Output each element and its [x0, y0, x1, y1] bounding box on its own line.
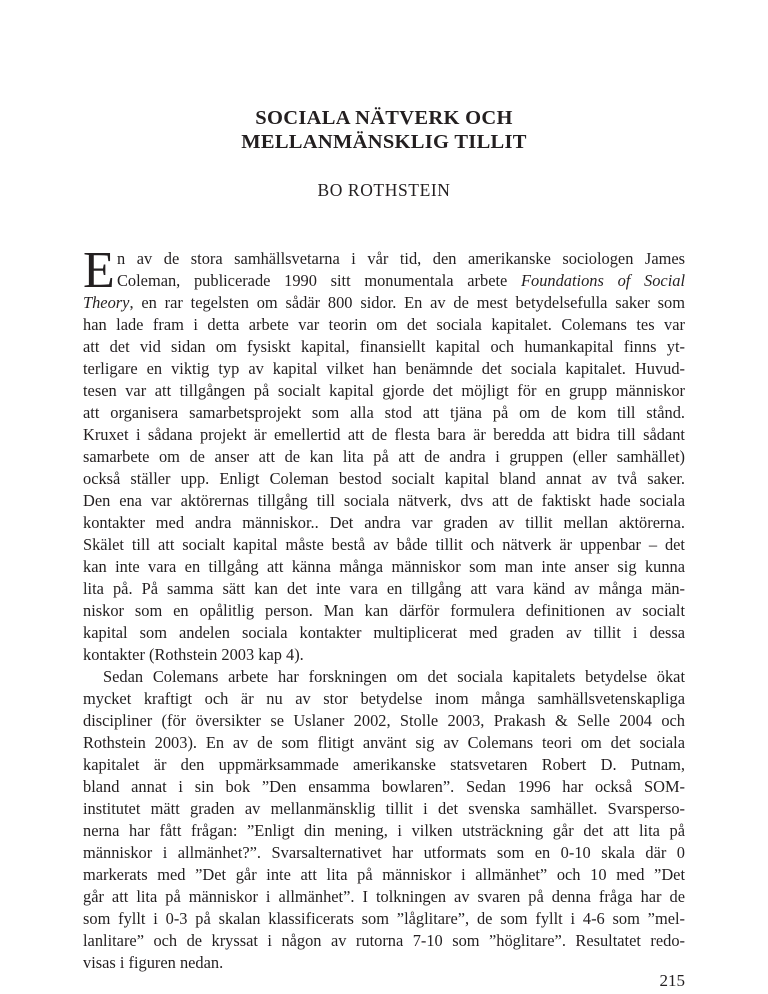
paragraph-2-line: discipliner (för översikter se Uslaner 2002, Stolle 2003, Prakash & Selle 2004 och [83, 711, 685, 730]
paragraph-2-line: mycket kraftigt och är nu av stor betydelse inom många samhällsvetenskapliga [83, 689, 685, 708]
article-title-line-1: SOCIALA NÄTVERK OCH [255, 107, 513, 129]
paragraph-2-line: nerna har fått frågan: ”Enligt din mening, i vilken utsträckning går det att lita på [83, 821, 685, 840]
text-run: Coleman, publicerade 1990 sitt monumentala arbete [117, 271, 522, 290]
paragraph-2-line: som fyllt i 0-3 på skalan klassificerats som ”låglitare”, de som fyllt i 4-6 som ”mel- [83, 909, 685, 928]
paragraph-1-line: att organisera samarbetsprojekt som alla stod att tjäna på om de kom till stånd. [83, 403, 685, 422]
paragraph-1-line: niskor som en opålitlig person. Man kan därför formulera definitionen av socialt [83, 601, 685, 620]
paragraph-2-line: institutet mätt graden av mellanmänsklig tillit i det svenska samhället. Svarsperso- [83, 799, 685, 818]
paragraph-1-line: Kruxet i sådana projekt är emellertid att de flesta bara är beredda att bidra till sådant [83, 425, 685, 444]
paragraph-1-line: Skälet till att socialt kapital måste bestå av både tillit och nätverk är uppenbar – det [83, 535, 685, 554]
paragraph-2-line: Sedan Colemans arbete har forskningen om det sociala kapitalets betydelse ökat [103, 667, 685, 686]
paragraph-1-line: samarbete om de anser att de kan lita på att de andra i gruppen (eller samhället) [83, 447, 685, 466]
paragraph-1-line: tesen var att tillgången på socialt kapital gjorde det möjligt för en grupp människor [83, 381, 685, 400]
paragraph-2-line: människor i allmänhet?”. Svarsalternativet har utformats som en 0-10 skala där 0 [83, 843, 685, 862]
paragraph-1-line: att det vid sidan om fysiskt kapital, finansiellt kapital och humankapital finns yt- [83, 337, 685, 356]
author-name: BO ROTHSTEIN [317, 180, 451, 200]
paragraph-1-line: kan inte vara en tillgång att känna många människor som man inte anser sig kunna [83, 557, 685, 576]
paragraph-1-line [83, 292, 685, 314]
paragraph-1-line: n av de stora samhällsvetarna i vår tid, den amerikanske sociologen James [117, 249, 685, 268]
page-number: 215 [659, 971, 685, 990]
book-title-italic: Theory [83, 293, 130, 312]
paragraph-1-line: lita på. På samma sätt kan det inte vara en tillgång att vara känd av många män- [83, 579, 685, 598]
text-run: , en rar tegelsten om sådär 800 sidor. En av de mest betydelsefulla saker som [129, 293, 685, 312]
article-title-line-2: MELLANMÄNSKLIG TILLIT [241, 131, 527, 153]
drop-cap: E [83, 242, 115, 299]
paragraph-1-line: han lade fram i detta arbete var teorin om det sociala kapitalet. Colemans tes var [83, 315, 685, 334]
paragraph-2-line: bland annat i sin bok ”Den ensamma bowlaren”. Sedan 1996 har också SOM- [83, 777, 685, 796]
paragraph-2-line: kapitalet är den uppmärksammade amerikanske statsvetaren Robert D. Putnam, [83, 755, 685, 774]
paragraph-1-line: också ställer upp. Enligt Coleman bestod socialt kapital bland annat av två saker. [83, 469, 685, 488]
paragraph-2-line: lanlitare” och de kryssat i någon av rutorna 7-10 som ”höglitare”. Resultatet redo- [83, 931, 685, 950]
paragraph-1-line: Den ena var aktörernas tillgång till sociala nätverk, dvs att de faktiskt hade sociala [83, 491, 685, 510]
paragraph-2-line: visas i figuren nedan. [83, 953, 224, 972]
paragraph-2-line: går att lita på människor i allmänhet”. I tolkningen av svaren på denna fråga har de [83, 887, 685, 906]
paragraph-1-line [117, 270, 685, 292]
paragraph-1-line: kontakter med andra människor.. Det andra var graden av tillit mellan aktörerna. [83, 513, 685, 532]
paragraph-1-line: terligare en viktig typ av kapital vilket han benämnde det sociala kapitalet. Huvud- [83, 359, 685, 378]
paragraph-2-line: markerats med ”Det går inte att lita på människor i allmänhet” och 10 med ”Det [83, 865, 685, 884]
paragraph-1-line: kontakter (Rothstein 2003 kap 4). [83, 645, 304, 664]
paragraph-2-line: Rothstein 2003). En av de som flitigt använt sig av Colemans teori om det sociala [83, 733, 685, 752]
book-title-italic: Foundations of Social [521, 271, 686, 290]
paragraph-1-line: kapital som andelen sociala kontakter multiplicerat med graden av tillit i dessa [83, 623, 685, 642]
